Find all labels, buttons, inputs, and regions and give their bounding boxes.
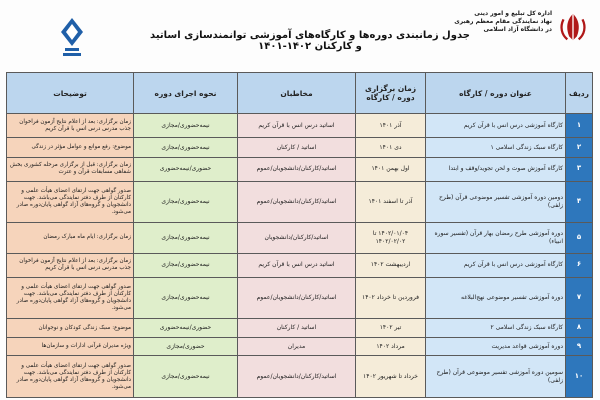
- course-date: دی ۱۴۰۱: [379, 143, 402, 151]
- row-number: ۷: [576, 293, 582, 302]
- course-title-cell: [426, 181, 566, 223]
- course-audience: اساتید/کارکنان/دانشجویان/عموم: [256, 198, 337, 206]
- course-title-cell: [426, 114, 566, 138]
- row-number: ۳: [576, 164, 582, 173]
- course-description-cell: [7, 157, 134, 181]
- row-number-cell: [566, 356, 593, 398]
- course-mode-cell: [134, 253, 238, 277]
- row-number: ۱: [576, 120, 582, 129]
- column-header-num: ردیف: [566, 73, 593, 114]
- course-date-cell: [356, 223, 426, 254]
- course-date-cell: [356, 356, 426, 398]
- course-title-cell: [426, 356, 566, 398]
- page-title: جدول زمانبندی دوره‌ها و کارگاه‌های آموزشی توانمندسازی اساتید و کارکنان ۱۴۰۲-۱۴۰۱: [150, 30, 470, 52]
- course-date-cell: [356, 319, 426, 338]
- course-audience: اساتید درس انس با قرآن کریم: [258, 121, 335, 129]
- course-date: فروردین تا خرداد ۱۴۰۲: [361, 294, 420, 302]
- course-description-cell: [7, 277, 134, 319]
- course-description: زمان برگزاری: بعد از اعلام نتایج آزمون فراخوان جذب مدرس درس انس با قرآن کریم: [19, 118, 131, 132]
- course-description-cell: [7, 223, 134, 254]
- course-title-cell: [426, 319, 566, 338]
- course-description-cell: [7, 356, 134, 398]
- table-row: [7, 157, 593, 181]
- course-title: کارگاه سبک زندگی اسلامی ۱: [490, 143, 563, 151]
- course-audience: اساتید/کارکنان/دانشجویان/عموم: [256, 294, 337, 302]
- row-number-cell: [566, 181, 593, 223]
- course-mode-cell: [134, 356, 238, 398]
- course-title-cell: [426, 157, 566, 181]
- course-title: دوره آموزشی طرح رمضان بهار قرآن (تفسیر سوره انبیاء): [434, 230, 563, 245]
- course-audience-cell: [238, 181, 356, 223]
- course-description-cell: [7, 319, 134, 338]
- azad-university-logo-icon: [57, 16, 87, 60]
- table-row: [7, 277, 593, 319]
- table-row: [7, 223, 593, 254]
- course-mode: نیمه‌حضوری/مجازی: [161, 143, 210, 151]
- course-date-cell: [356, 253, 426, 277]
- row-number: ۱۰: [574, 371, 584, 380]
- course-audience-cell: [238, 114, 356, 138]
- course-description-cell: [7, 253, 134, 277]
- table-row: [7, 138, 593, 158]
- course-description-cell: [7, 181, 134, 223]
- course-description: صدور گواهی جهت ارتقای اعضای هیأت علمی و کارکنان از طرف دفتر نمایندگی می‌باشد. جهت دانشجویان و گروه‌های آزاد گواهی پایان‌دوره صادر می‌شود.: [16, 362, 131, 390]
- course-description-cell: [7, 138, 134, 158]
- course-date-cell: [356, 337, 426, 356]
- row-number: ۲: [576, 142, 582, 151]
- column-header-audience: مخاطبان: [238, 73, 356, 114]
- course-title-cell: [426, 337, 566, 356]
- course-mode-cell: [134, 138, 238, 158]
- course-mode: نیمه‌حضوری/مجازی: [161, 261, 210, 269]
- course-audience-cell: [238, 277, 356, 319]
- table-row: [7, 356, 593, 398]
- iran-emblem-icon: [554, 8, 592, 46]
- course-date: ۱۴۰۲/۰۱/۰۴ تا ۱۴۰۲/۰۲/۰۲: [372, 230, 409, 245]
- course-description: صدور گواهی جهت ارتقای اعضای هیأت علمی و کارکنان از طرف دفتر نمایندگی می‌باشد. جهت دانشجویان و گروه‌های آزاد گواهی پایان‌دوره صادر می‌شود.: [16, 284, 131, 312]
- column-header-mode: نحوه اجرای دوره: [134, 73, 238, 114]
- course-description: زمان برگزاری: ایام ماه مبارک رمضان: [43, 234, 131, 241]
- course-mode: نیمه‌حضوری/مجازی: [161, 121, 210, 129]
- row-number-cell: [566, 114, 593, 138]
- course-mode: حضوری/نیمه‌حضوری: [159, 165, 212, 173]
- course-audience-cell: [238, 337, 356, 356]
- org-line: اداره کل تبلیغ و امور دینی: [474, 10, 552, 17]
- course-title-cell: [426, 253, 566, 277]
- course-date: مرداد ۱۴۰۲: [376, 342, 405, 350]
- course-audience: اساتید/کارکنان/دانشجویان/عموم: [256, 165, 337, 173]
- course-mode: نیمه‌حضوری/مجازی: [161, 372, 210, 380]
- course-description-cell: [7, 337, 134, 356]
- course-audience: اساتید/کارکنان/دانشجویان: [264, 234, 329, 242]
- course-description-cell: [7, 114, 134, 138]
- row-number-cell: [566, 138, 593, 158]
- course-title: دومین دوره آموزشی تفسیر موضوعی قرآن (طرح زلفی): [439, 194, 563, 209]
- course-title-cell: [426, 138, 566, 158]
- course-title-cell: [426, 277, 566, 319]
- course-description: ویژه مدیران قرآنی ادارات و سازمان‌ها: [41, 343, 131, 350]
- course-mode-cell: [134, 277, 238, 319]
- table-row: [7, 253, 593, 277]
- course-mode-cell: [134, 337, 238, 356]
- row-number-cell: [566, 319, 593, 338]
- column-header-desc: توضیحات: [7, 73, 134, 114]
- course-mode-cell: [134, 157, 238, 181]
- row-number: ۴: [576, 197, 582, 206]
- table-body: [7, 114, 593, 398]
- course-date: تیر ۱۴۰۲: [379, 324, 402, 332]
- row-number-cell: [566, 253, 593, 277]
- course-description: موضوع: رفع موانع و عوامل مؤثر در زندگی: [31, 143, 131, 150]
- org-line: در دانشگاه آزاد اسلامی: [483, 26, 552, 33]
- schedule-table: [6, 72, 593, 398]
- course-date-cell: [356, 181, 426, 223]
- course-date-cell: [356, 138, 426, 158]
- course-mode-cell: [134, 114, 238, 138]
- course-audience-cell: [238, 253, 356, 277]
- course-audience-cell: [238, 138, 356, 158]
- course-title: دوره آموزشی تفسیر موضوعی نهج‌البلاغه: [461, 294, 563, 302]
- course-mode-cell: [134, 223, 238, 254]
- course-date: اردیبهشت ۱۴۰۲: [370, 261, 411, 269]
- row-number: ۵: [576, 233, 582, 242]
- course-date: آذر ۱۴۰۱: [379, 121, 402, 129]
- course-audience: اساتید / کارکنان: [276, 143, 317, 151]
- column-header-date: زمان برگزاری دوره / کارگاه: [356, 73, 426, 114]
- course-audience-cell: [238, 319, 356, 338]
- row-number-cell: [566, 277, 593, 319]
- course-title: کارگاه آموزشی درس انس با قرآن کریم: [463, 121, 563, 129]
- course-title: کارگاه آموزش صوت و لحن تجوید/وقف و ابتدا: [448, 165, 563, 173]
- course-mode-cell: [134, 319, 238, 338]
- table-row: [7, 337, 593, 356]
- course-mode: نیمه‌حضوری/مجازی: [161, 234, 210, 242]
- course-date: اول بهمن ۱۴۰۱: [371, 165, 410, 173]
- course-description: موضوع: سبک زندگی کودکان و نوجوانان: [38, 324, 131, 331]
- course-audience-cell: [238, 356, 356, 398]
- course-mode: نیمه‌حضوری/مجازی: [161, 294, 210, 302]
- row-number-cell: [566, 223, 593, 254]
- course-audience-cell: [238, 223, 356, 254]
- row-number-cell: [566, 337, 593, 356]
- table-row: [7, 114, 593, 138]
- course-date: آذر تا اسفند ۱۴۰۱: [368, 198, 413, 206]
- row-number: ۹: [576, 341, 582, 350]
- course-mode-cell: [134, 181, 238, 223]
- course-mode: حضوری/نیمه‌حضوری: [159, 324, 212, 332]
- course-date-cell: [356, 114, 426, 138]
- course-date: خرداد تا شهریور ۱۴۰۲: [363, 372, 418, 380]
- course-description: صدور گواهی جهت ارتقای اعضای هیأت علمی و کارکنان از طرف دفتر نمایندگی می‌باشد. جهت دانشجویان و گروه‌های آزاد گواهی پایان‌دوره صادر می‌شود.: [16, 187, 131, 215]
- course-audience: اساتید درس انس با قرآن کریم: [258, 261, 335, 269]
- column-header-title: عنوان دوره / کارگاه: [426, 73, 566, 114]
- table-header-row: [7, 73, 593, 114]
- table-row: [7, 319, 593, 338]
- table-row: [7, 181, 593, 223]
- course-title: کارگاه سبک زندگی اسلامی ۲: [490, 324, 563, 332]
- course-title: سومین دوره آموزشی تفسیر موضوعی قرآن (طرح زلفی): [436, 369, 563, 384]
- course-audience: مدیران: [287, 342, 306, 350]
- course-title-cell: [426, 223, 566, 254]
- page-header: [0, 0, 600, 72]
- course-title: کارگاه آموزشی درس انس با قرآن کریم: [463, 261, 563, 269]
- course-date-cell: [356, 157, 426, 181]
- org-line: نهاد نمایندگی مقام معظم رهبری: [454, 18, 552, 25]
- course-description: زمان برگزاری: قبل از برگزاری مرحله کشوری بخش شفاهی مسابقات قرآن و عترت: [9, 162, 131, 176]
- course-audience-cell: [238, 157, 356, 181]
- row-number: ۶: [576, 260, 582, 269]
- course-title: دوره آموزشی قواعد مدیریت: [491, 342, 563, 350]
- course-description: زمان برگزاری: بعد از اعلام نتایج آزمون فراخوان جذب مدرس درس انس با قرآن کریم: [19, 258, 131, 272]
- row-number: ۸: [576, 323, 582, 332]
- course-date-cell: [356, 277, 426, 319]
- course-mode: حضوری/مجازی: [166, 342, 205, 350]
- course-mode: نیمه‌حضوری/مجازی: [161, 198, 210, 206]
- course-audience: اساتید/کارکنان/دانشجویان/عموم: [256, 372, 337, 380]
- course-audience: اساتید / کارکنان: [276, 324, 317, 332]
- row-number-cell: [566, 157, 593, 181]
